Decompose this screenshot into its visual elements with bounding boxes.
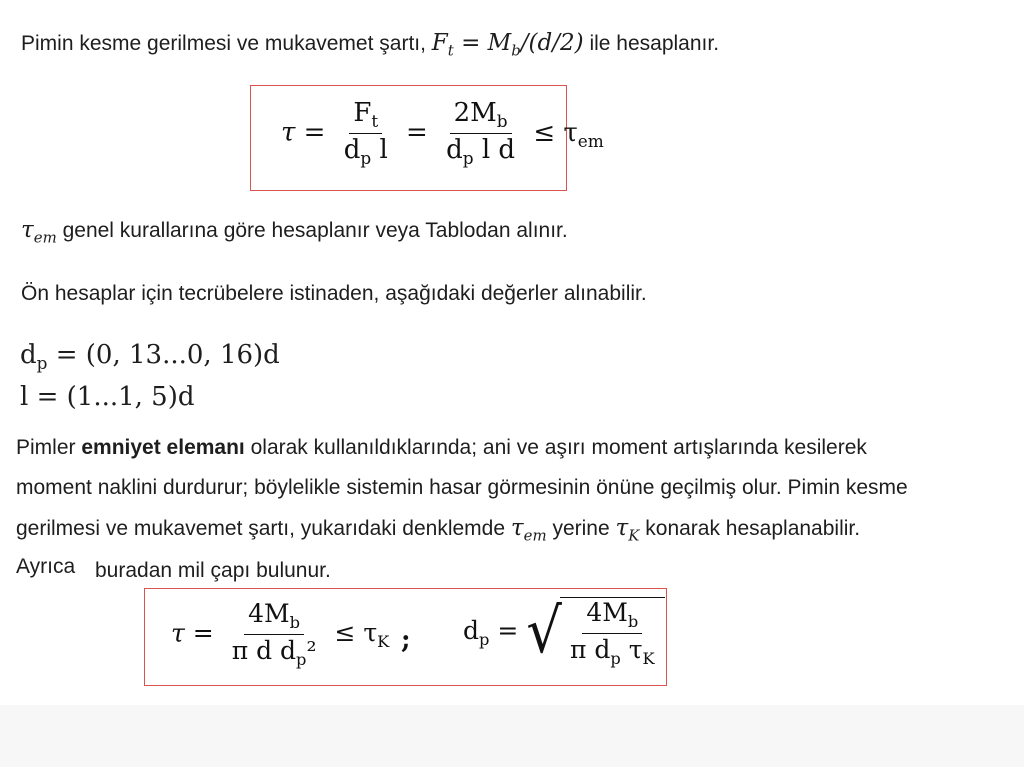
allowable-stress-line [21, 216, 568, 252]
pin-diameter-root-formula: $d_p$ = √ $\frac{4M_b}{\pi d_p \tau_K}$ [463, 597, 665, 668]
intro-line [21, 29, 719, 65]
p3-before: gerilmesi ve mukavemet şartı, yukarıdaki denklemde [16, 517, 506, 540]
paragraph-line-3 [16, 514, 860, 550]
separator: ; [401, 625, 411, 655]
moment-fraction [442, 100, 519, 167]
paragraph-line-4b: buradan mil çapı bulunur. [95, 559, 331, 582]
preliminary-line: Ön hesaplar için tecrübelere istinaden, aşağıdaki değerler alınabilir. [21, 282, 647, 305]
allowable-stress-text: genel kurallarına göre hesaplanır veya Tablodan alınır. [62, 219, 568, 242]
tau-k-inline: $\tau_K$ [615, 515, 640, 545]
safety-element-bold: emniyet elemanı [81, 436, 245, 459]
moment-denominator: $d_p$ l d [446, 135, 516, 169]
shaft-denominator: π d $d_p^2$ [231, 636, 317, 670]
intro-formula: $F_t = M_b/(d/2)$ [431, 30, 584, 60]
allowable-stress-bound: ≤ $\tau_{em}$ [533, 117, 604, 151]
root-denominator: π $d_p$ $\tau_K$ [569, 635, 655, 669]
shear-stress-formula-box [250, 85, 604, 191]
dp-symbol: $d_p$ [463, 615, 490, 649]
pin-diameter-formula: $d_p = (0$, 13...0, 16)d [20, 340, 280, 374]
pin-length-formula: l = (1...1, 5)d [20, 382, 195, 412]
tau-em-symbol: $\tau_{em}$ [21, 217, 57, 247]
p3-mid: yerine [552, 517, 610, 540]
moment-numerator: $2M_b$ [450, 100, 512, 134]
square-root [526, 597, 664, 668]
p1-after: olarak kullanıldıklarında; ani ve aşırı moment artışlarında kesilerek [250, 436, 867, 459]
shear-stress-formula: τ = $\frac{F_t}{d_p l}$ = $\frac{2M_b}{d_p l d}$ ≤ $\tau_{em}$ [281, 98, 604, 169]
tau-symbol: τ [281, 117, 296, 148]
shaft-numerator: $4M_b$ [244, 601, 304, 635]
paragraph-line-1 [16, 434, 867, 462]
paragraph-line-2: moment naklini durdurur; böylelikle sistemin hasar görmesinin önüne geçilmiş olur. Pimin kesme [16, 476, 908, 499]
paragraph-line-4a: Ayrıca [16, 555, 76, 578]
intro-text-before: Pimin kesme gerilmesi ve mukavemet şartı, [21, 32, 426, 55]
shear-stress-shaft-formula: τ = $\frac{4M_b}{\pi d d_p^2}$ ≤ $\tau_K$ [171, 599, 390, 670]
root-fraction [566, 600, 659, 668]
shaft-diameter-formula-box [144, 588, 667, 686]
bottom-band [0, 705, 1024, 767]
tau-k-bound: ≤ $\tau_K$ [334, 618, 390, 652]
p1-before: Pimler [16, 436, 76, 459]
force-denominator: $d_p$ l [343, 135, 388, 169]
radical-sign: √ [526, 595, 562, 668]
intro-text-after: ile hesaplanır. [589, 32, 720, 55]
root-numerator: $4M_b$ [582, 600, 642, 634]
radical-body [560, 597, 665, 668]
tau-em-inline: $\tau_{em}$ [510, 515, 547, 545]
shaft-fraction [228, 601, 321, 669]
tau-symbol-2: τ [171, 618, 185, 648]
p3-after: konarak hesaplanabilir. [645, 517, 861, 540]
force-fraction [340, 100, 392, 167]
force-numerator: $F_t$ [349, 100, 382, 134]
